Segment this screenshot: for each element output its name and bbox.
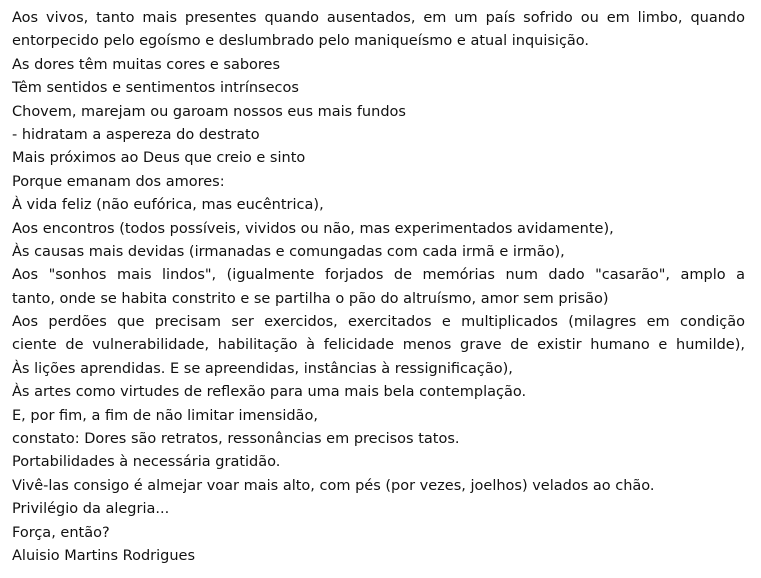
author-signature: Aluisio Martins Rodrigues <box>12 547 196 564</box>
text-line: À vida feliz (não eufórica, mas eucêntrica), <box>12 197 324 214</box>
text-line: constato: Dores são retratos, ressonâncias em precisos tatos. <box>12 431 460 448</box>
text-line: Portabilidades à necessária gratidão. <box>12 454 281 471</box>
text-line: E, por fim, a fim de não limitar imensidão, <box>12 407 318 424</box>
text-line: As dores têm muitas cores e sabores <box>12 56 281 73</box>
text-line: tanto, onde se habita constrito e se partilha o pão do altruísmo, amor sem prisão) <box>12 290 609 307</box>
text-line: Vivê-las consigo é almejar voar mais alto, com pés (por vezes, joelhos) velados ao chão. <box>12 477 655 494</box>
text-line: Aos "sonhos mais lindos", (igualmente forjados de memórias num dado "casarão", amplo a <box>12 267 745 284</box>
text-line: Privilégio da alegria... <box>12 501 170 518</box>
text-line: - hidratam a aspereza do destrato <box>12 126 260 143</box>
text-line: Mais próximos ao Deus que creio e sinto <box>12 150 306 167</box>
text-line: Porque emanam dos amores: <box>12 173 225 190</box>
text-line: Às artes como virtudes de reflexão para uma mais bela contemplação. <box>12 384 527 401</box>
text-line: Às lições aprendidas. E se apreendidas, instâncias à ressignificação), <box>12 360 513 377</box>
text-line: entorpecido pelo egoísmo e deslumbrado pelo maniqueísmo e atual inquisição. <box>12 33 590 50</box>
text-line: Às causas mais devidas (irmanadas e comungadas com cada irmã e irmão), <box>12 243 565 260</box>
text-line: Aos vivos, tanto mais presentes quando ausentados, em um país sofrido ou em limbo, quando <box>12 10 745 26</box>
text-line: ciente de vulnerabilidade, habilitação à felicidade menos grave de existir humano e humilde), <box>12 337 745 354</box>
text-line: Têm sentidos e sentimentos intrínsecos <box>12 80 299 97</box>
poem-text <box>12 7 745 568</box>
text-line: Aos perdões que precisam ser exercidos, exercitados e multiplicados (milagres em condição <box>12 314 745 331</box>
text-line: Força, então? <box>12 524 110 541</box>
text-line: Aos encontros (todos possíveis, vividos ou não, mas experimentados avidamente), <box>12 220 614 237</box>
text-line: Chovem, marejam ou garoam nossos eus mais fundos <box>12 103 406 120</box>
